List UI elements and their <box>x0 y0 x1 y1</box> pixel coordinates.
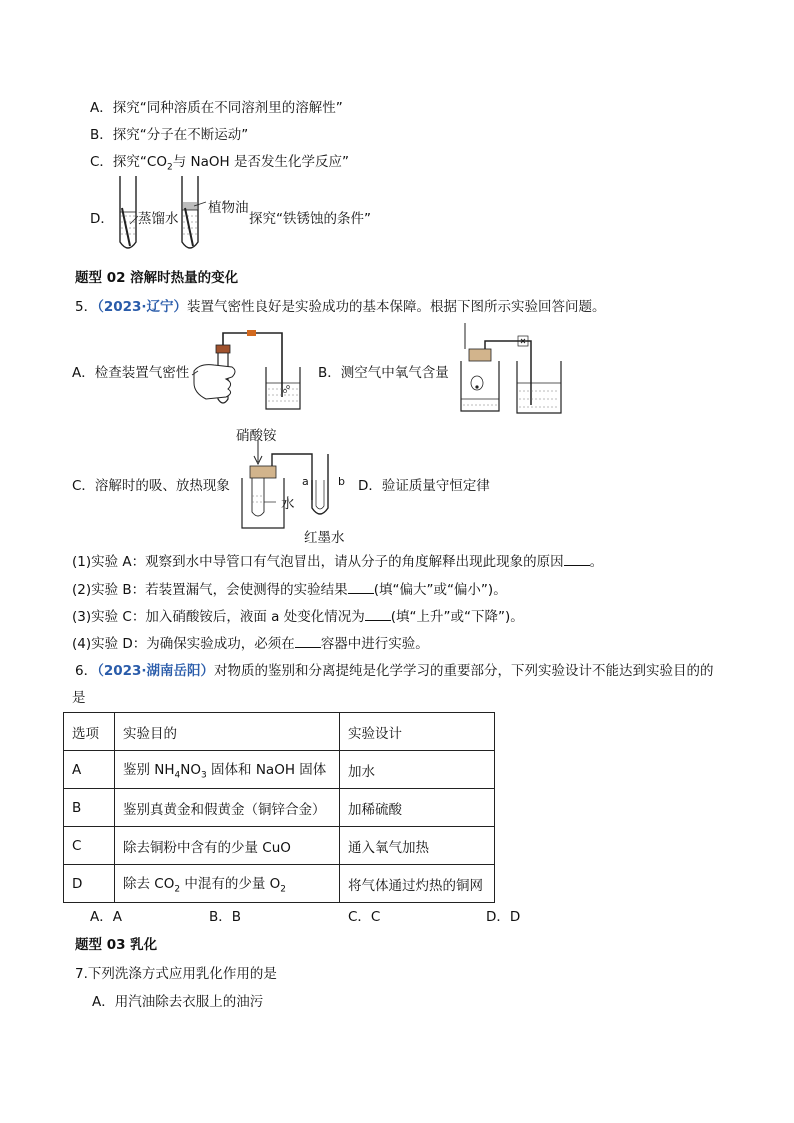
q6-stem-continued: 是 <box>72 690 86 706</box>
header-purpose: 实验目的 <box>115 713 340 751</box>
row-purpose: 鉴别 $NH_4NO_3$ 固体和 NaOH 固体 <box>115 751 340 789</box>
u-tube-label-b: b <box>338 475 345 488</box>
q7-stem: 7.下列洗涤方式应用乳化作用的是 <box>75 966 277 982</box>
table-row <box>64 865 495 903</box>
header-option: 选项 <box>64 713 115 751</box>
section-heading-3: 题型 03 乳化 <box>75 937 158 953</box>
q5-option-d: D．验证质量守恒定律 <box>358 478 490 494</box>
row-purpose: 鉴别真黄金和假黄金（铜锌合金） <box>115 789 340 827</box>
q4-option-d-prefix: D． <box>90 211 114 227</box>
row-option: A <box>64 751 115 789</box>
distilled-water-label: 蒸馏水 <box>138 211 179 227</box>
row-design: 加水 <box>340 751 495 789</box>
q6-table <box>63 712 495 903</box>
q5-sub-1: (1)实验 A：观察到水中导管口有气泡冒出，请从分子的角度解释出现此现象的原因 。 <box>72 554 604 570</box>
q4-option-a: A．探究“同种溶质在不同溶剂里的溶解性” <box>90 100 343 116</box>
q7-option-a: A．用汽油除去衣服上的油污 <box>92 994 264 1010</box>
q6-answer-b: B．B <box>209 909 242 925</box>
q5-sub-3: (3)实验 C：加入硝酸铵后，液面 a 处变化情况为 (填“上升”或“下降”)。 <box>72 609 524 625</box>
red-ink-label: 红墨水 <box>304 530 345 546</box>
figure-airtightness-check <box>192 325 310 415</box>
table-header-row <box>64 713 495 751</box>
vegetable-oil-label: 植物油 <box>208 200 249 216</box>
q5-sub-4: (4)实验 D：为确保实验成功，必须在 容器中进行实验。 <box>72 636 429 652</box>
q5-option-a: A．检查装置气密性 <box>72 365 190 381</box>
q5-sub-2: (2)实验 B：若装置漏气，会使测得的实验结果 (填“偏大”或“偏小”)。 <box>72 582 507 598</box>
row-design: 加稀硫酸 <box>340 789 495 827</box>
q4-option-d-text: 探究“铁锈蚀的条件” <box>249 211 371 227</box>
row-option: B <box>64 789 115 827</box>
ammonium-nitrate-label: 硝酸铵 <box>236 428 277 444</box>
row-purpose: 除去铜粉中含有的少量 CuO <box>115 827 340 865</box>
water-label: 水 <box>281 496 295 512</box>
q5-stem: 5．（2023·辽宁）装置气密性良好是实验成功的基本保障。根据下图所示实验回答问题。 <box>75 299 606 315</box>
q6-answer-a: A．A <box>90 909 122 925</box>
q6-answer-c: C．C <box>348 909 381 925</box>
u-tube-label-a: a <box>302 475 309 488</box>
row-option: C <box>64 827 115 865</box>
table-row <box>64 789 495 827</box>
table-row <box>64 751 495 789</box>
q5-option-b: B．测空气中氧气含量 <box>318 365 449 381</box>
figure-oxygen-content <box>455 321 567 417</box>
q5-option-c: C．溶解时的吸、放热现象 <box>72 478 230 494</box>
row-design: 通入氧气加热 <box>340 827 495 865</box>
header-design: 实验设计 <box>340 713 495 751</box>
q4-option-b: B．探究“分子在不断运动” <box>90 127 249 143</box>
row-purpose: 除去 $CO_2$ 中混有的少量 $O_2$ <box>115 865 340 903</box>
figure-dissolution-heat <box>236 440 350 526</box>
q6-stem: 6．（2023·湖南岳阳）对物质的鉴别和分离提纯是化学学习的重要部分，下列实验设计不能达到实验目的的 <box>75 663 714 679</box>
section-heading-2: 题型 02 溶解时热量的变化 <box>75 270 239 286</box>
row-option: D <box>64 865 115 903</box>
q4-option-c: C．探究“$CO_2$与 NaOH 是否发生化学反应” <box>90 154 349 173</box>
table-row <box>64 827 495 865</box>
q6-answer-d: D．D <box>486 909 521 925</box>
row-design: 将气体通过灼热的铜网 <box>340 865 495 903</box>
